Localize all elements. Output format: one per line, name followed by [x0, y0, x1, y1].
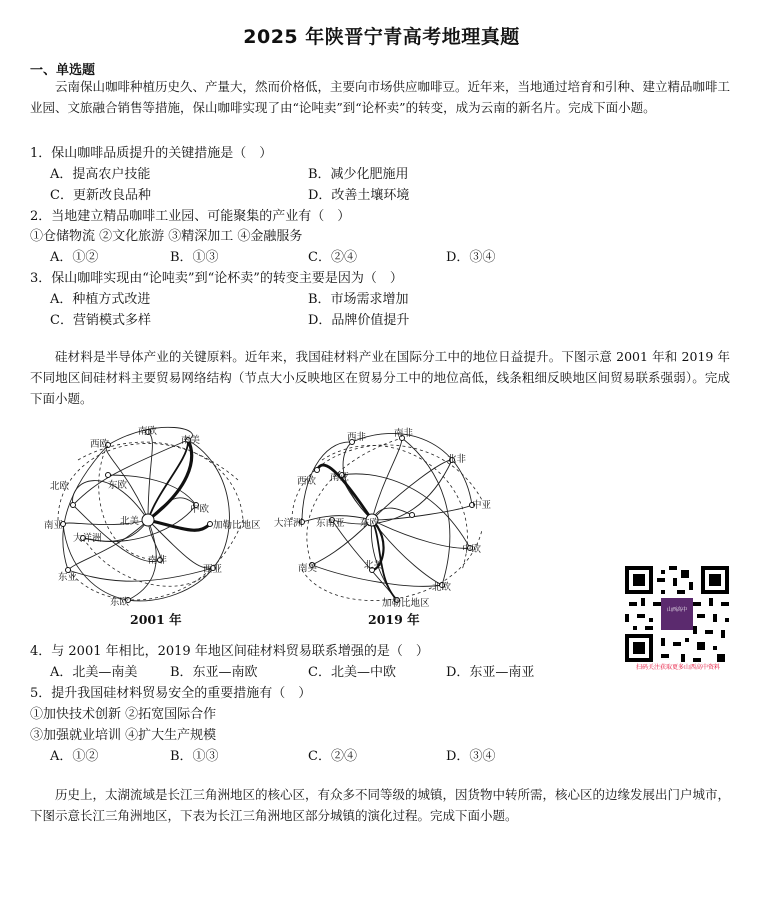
passage-yangtze-delta: 历史上，太湖流域是长江三角洲地区的核心区，有众多不同等级的城镇，因货物中转所需，核心区的边缘发展出门户城市，下图示意长江三角洲地区，下表为长江三角洲地区部分城镇的演化过程。完成下面小题。 [30, 787, 731, 823]
node-north-america [142, 514, 154, 526]
d2019-label-caribbean: 加勒比地区 [382, 598, 430, 609]
d2019-label-north-africa: 北非 [447, 454, 467, 465]
d2001-label-north-europe: 北欧 [50, 481, 70, 492]
d2001-label-north-america: 北美 [120, 516, 140, 527]
q1-option-a[interactable]: A．提高农户技能 [50, 167, 151, 182]
q5-option-a[interactable]: A．①② [50, 749, 99, 764]
q4-option-b[interactable]: B．东亚—南欧 [170, 665, 258, 680]
d2001-label-east-asia: 东亚 [58, 572, 78, 583]
q1-option-c[interactable]: C．更新改良品种 [50, 188, 151, 203]
d2001-label-west-asia: 西亚 [203, 564, 223, 575]
qr-caption: 扫码关注获取更多山西高中资料 [635, 664, 720, 671]
q3-option-b[interactable]: B．市场需求增加 [308, 292, 409, 307]
d2019-label-north-america: 北美 [364, 560, 384, 571]
d2001-label-east-europe-a: 东欧 [108, 480, 128, 491]
d2001-label-caribbean: 加勒比地区 [213, 520, 261, 531]
d2001-label-south-africa: 南非 [148, 555, 168, 566]
d2001-label-south-asia: 南亚 [44, 520, 64, 531]
d2019-label-south-africa: 南非 [394, 428, 414, 439]
d2001-label-south-europe: 南欧 [138, 426, 158, 437]
q2-option-a[interactable]: A．①② [50, 250, 99, 265]
question-5-items-2: ③加强就业培训 ④扩大生产规模 [30, 728, 217, 743]
q1-option-b[interactable]: B．减少化肥施用 [308, 167, 409, 182]
d2019-label-west-africa: 西非 [347, 432, 367, 443]
q2-option-c[interactable]: C．②④ [308, 250, 357, 265]
q3-option-d[interactable]: D．品牌价值提升 [308, 313, 410, 328]
d2019-label-southeast-asia: 东南亚 [316, 518, 345, 529]
d2019-label-central-asia: 中亚 [472, 500, 492, 511]
q5-option-c[interactable]: C．②④ [308, 749, 357, 764]
passage-coffee: 云南保山咖啡种植历史久、产量大，然而价格低，主要向市场供应咖啡豆。近年来，当地通过培育和引种、建立精品咖啡工业园、文旅融合销售等措施，保山咖啡实现了由“论吨卖”到“论杯卖”的转变，成为云南的新名片。完成下面小题。 [30, 79, 731, 115]
d2001-label-oceania: 大洋洲 [73, 533, 102, 544]
question-5-items-1: ①加快技术创新 ②拓宽国际合作 [30, 707, 217, 722]
d2001-label-central-europe: 中欧 [190, 504, 210, 515]
question-1-stem: 1．保山咖啡品质提升的关键措施是（ ） [30, 146, 273, 161]
question-5-stem: 5．提升我国硅材料贸易安全的重要措施有（ ） [30, 686, 312, 701]
trade-network-2019 [272, 420, 512, 615]
d2019-label-south-asia: 南亚 [330, 472, 350, 483]
d2001-label-east-europe-b: 东欧 [110, 597, 130, 608]
passage-silicon: 硅材料是半导体产业的关键原料。近年来，我国硅材料产业在国际分工中的地位日益提升。下图示意 2001 年和 2019 年不同地区间硅材料主要贸易网络结构（节点大小反映地区在贸易分工中的地位高低，线条粗细反映地区间贸易联系强弱）。完成下面小题。 [30, 349, 730, 406]
d2001-label-west-europe: 西欧 [90, 439, 110, 450]
question-2-stem: 2．当地建立精品咖啡工业园、可能聚集的产业有（ ） [30, 209, 351, 224]
qr-logo: 山西高中 [666, 607, 687, 613]
page-title: 2025 年陕晋宁青高考地理真题 [243, 26, 520, 48]
section-heading: 一、单选题 [30, 63, 96, 78]
q4-option-d[interactable]: D．东亚—南亚 [446, 665, 535, 680]
q5-option-b[interactable]: B．①③ [170, 749, 219, 764]
diagram-2001-year: 2001 年 [130, 612, 182, 627]
q2-option-b[interactable]: B．①③ [170, 250, 219, 265]
qr-code-icon[interactable] [625, 566, 729, 662]
d2019-label-south-america: 南美 [298, 563, 318, 574]
question-4-stem: 4．与 2001 年相比，2019 年地区间硅材料贸易联系增强的是（ ） [30, 644, 429, 659]
q4-option-c[interactable]: C．北美—中欧 [308, 665, 396, 680]
d2019-label-east-europe: 东欧 [360, 518, 380, 529]
d2019-label-central-europe: 中欧 [462, 544, 482, 555]
d2019-label-oceania: 大洋洲 [274, 518, 303, 529]
question-2-items: ①仓储物流 ②文化旅游 ③精深加工 ④金融服务 [30, 229, 303, 244]
q5-option-d[interactable]: D．③④ [446, 749, 496, 764]
d2019-label-north-europe: 北欧 [432, 582, 452, 593]
q3-option-c[interactable]: C．营销模式多样 [50, 313, 151, 328]
d2001-label-south-america: 南美 [181, 435, 201, 446]
q4-option-a[interactable]: A．北美—南美 [50, 665, 138, 680]
q3-option-a[interactable]: A．种植方式改进 [50, 292, 151, 307]
question-3-stem: 3．保山咖啡实现由“论吨卖”到“论杯卖”的转变主要是因为（ ） [30, 271, 403, 286]
trade-network-2001 [38, 420, 278, 620]
q1-option-d[interactable]: D．改善土壤环境 [308, 188, 410, 203]
q2-option-d[interactable]: D．③④ [446, 250, 496, 265]
diagram-2019-year: 2019 年 [368, 612, 420, 627]
d2019-label-west-europe: 西欧 [297, 476, 317, 487]
